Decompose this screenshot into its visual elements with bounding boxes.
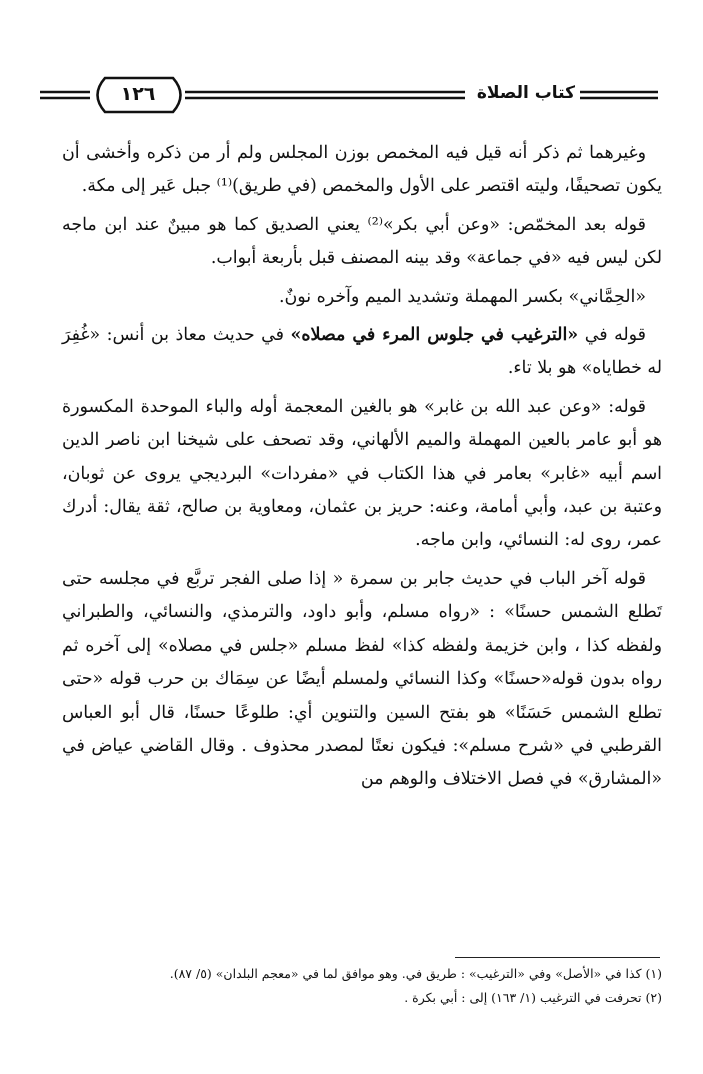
paragraph: قوله بعد المخمّص: «وعن أبي بكر»⁽²⁾ يعني الصديق كما هو مبينٌ عند ابن ماجه لكن ليس فيه «في جماعة» وقد بينه المصنف قبل بأربعة أبواب. — [62, 214, 662, 269]
page-header — [0, 0, 703, 130]
chapter-heading-quote: «الترغيب في جلوس المرء في مصلاه» — [290, 325, 579, 346]
footnote: (١) كذا في «الأصل» وفي «الترغيب» : طريق في. وهو موافق لما في «معجم البلدان» (٥/ ٨٧). — [169, 966, 662, 981]
main-text — [62, 137, 662, 797]
footnote: (٢) تحرفت في الترغيب (١/ ١٦٣) إلى : أبي بكرة . — [404, 990, 662, 1005]
paragraph-rest: في حديث معاذ بن أنس: «غُفِرَ له خطاياه» هو بلا تاء. — [62, 325, 662, 379]
page-number: ١٢٦ — [120, 83, 156, 105]
paragraph: قوله: «وعن عبد الله بن غابر» هو بالغين المعجمة أوله والباء الموحدة المكسورة هو أبو عامر بالعين المهملة والميم الألهاني، وقد تصحف على شيخنا ابن ناصر الدين اسم أبيه «غابر» بعامر في هذا الكتاب في «مفردات» البرديجي يروى عن ثوبان، وعتبة بن عبد، وأبي أمامة، وعنه: حريز بن عثمان، ومعاوية بن صالح، ثقة يقال: أدرك عمر، روى له: النسائي، وابن ماجه. — [62, 396, 662, 551]
paragraph: وغيرهما ثم ذكر أنه قيل فيه المخمص بوزن المجلس ولم أر من ذكره وأخشى أن يكون تصحيفًا، وليته اقتصر على الأول والمخمص (في طريق)⁽¹⁾ جبل عَير إلى مكة. — [62, 143, 662, 197]
paragraph: «الحِمَّاني» بكسر المهملة وتشديد الميم وآخره نونٌ. — [278, 286, 646, 307]
footnote-divider — [455, 957, 660, 958]
footnotes — [62, 962, 662, 1010]
header-ornament — [0, 0, 703, 130]
paragraph: قوله آخر الباب في حديث جابر بن سمرة « إذا صلى الفجر تربَّع في مجلسه حتى تَطلع الشمس حسنًا» : «رواه مسلم، وأبو داود، والترمذي، والنسائي، والطبراني ولفظه كذا ، وابن خزيمة ولفظه كذا» لفظ مسلم «جلس في مصلاه» إلى آخره ثم رواه بدون قوله«حسنًا» وكذا النسائي ولمسلم أيضًا عن سِمَاك بن حرب قوله «حتى تطلع الشمس حَسَنًا» هو بفتح السين والتنوين أي: طلوعًا حسنًا، قال أبو العباس القرطبي في «شرح مسلم»: فيكون نعتًا لمصدر محذوف . وقال القاضي عياض في «المشارق» في فصل الاختلاف والوهم من — [62, 568, 662, 790]
paragraph — [62, 319, 662, 386]
paragraph-lead: قوله في — [578, 325, 646, 346]
page-title: كتاب الصلاة — [476, 83, 575, 103]
